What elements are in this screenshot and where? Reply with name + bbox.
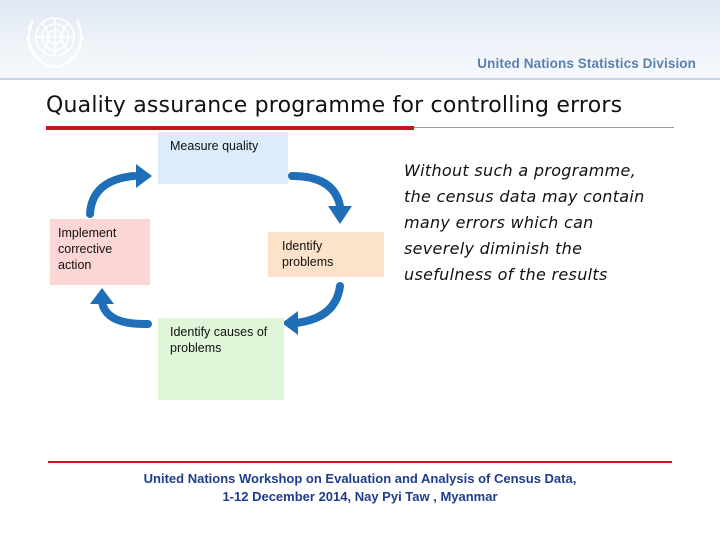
note-line: the census data may contain xyxy=(404,187,645,206)
footer-date-location: 1-12 December 2014, Nay Pyi Taw , Myanmar xyxy=(222,489,498,504)
slide-title: Quality assurance programme for controlling errors xyxy=(46,93,623,118)
footer-divider xyxy=(48,461,672,463)
footer-event: United Nations Workshop on Evaluation and Analysis of Census Data, xyxy=(143,471,577,486)
explanation-note xyxy=(404,158,704,288)
step-identify-causes: Identify causes of problems xyxy=(158,318,284,400)
arrow-causes-to-implement xyxy=(102,302,148,324)
header-divider xyxy=(0,78,720,80)
step-measure-quality: Measure quality xyxy=(158,132,288,184)
note-line: Without such a programme, xyxy=(404,161,637,180)
un-emblem-icon xyxy=(18,6,92,72)
title-underline-red xyxy=(46,126,414,130)
note-line: usefulness of the results xyxy=(404,265,608,284)
footer xyxy=(0,470,720,506)
note-line: severely diminish the xyxy=(404,239,583,258)
arrowhead-measure xyxy=(136,164,152,188)
note-line: many errors which can xyxy=(404,213,594,232)
step-identify-problems: Identify problems xyxy=(268,232,384,277)
arrow-implement-to-measure xyxy=(90,176,134,214)
title-underline-gray xyxy=(414,127,674,128)
arrow-identify-to-causes xyxy=(296,286,340,323)
arrowhead-causes xyxy=(282,311,298,335)
arrow-measure-to-identify xyxy=(292,176,340,206)
arrowhead-identify xyxy=(328,206,352,224)
organization-name: United Nations Statistics Division xyxy=(477,56,696,71)
step-implement-corrective-action: Implement corrective action xyxy=(50,219,150,285)
arrowhead-implement xyxy=(90,288,114,304)
